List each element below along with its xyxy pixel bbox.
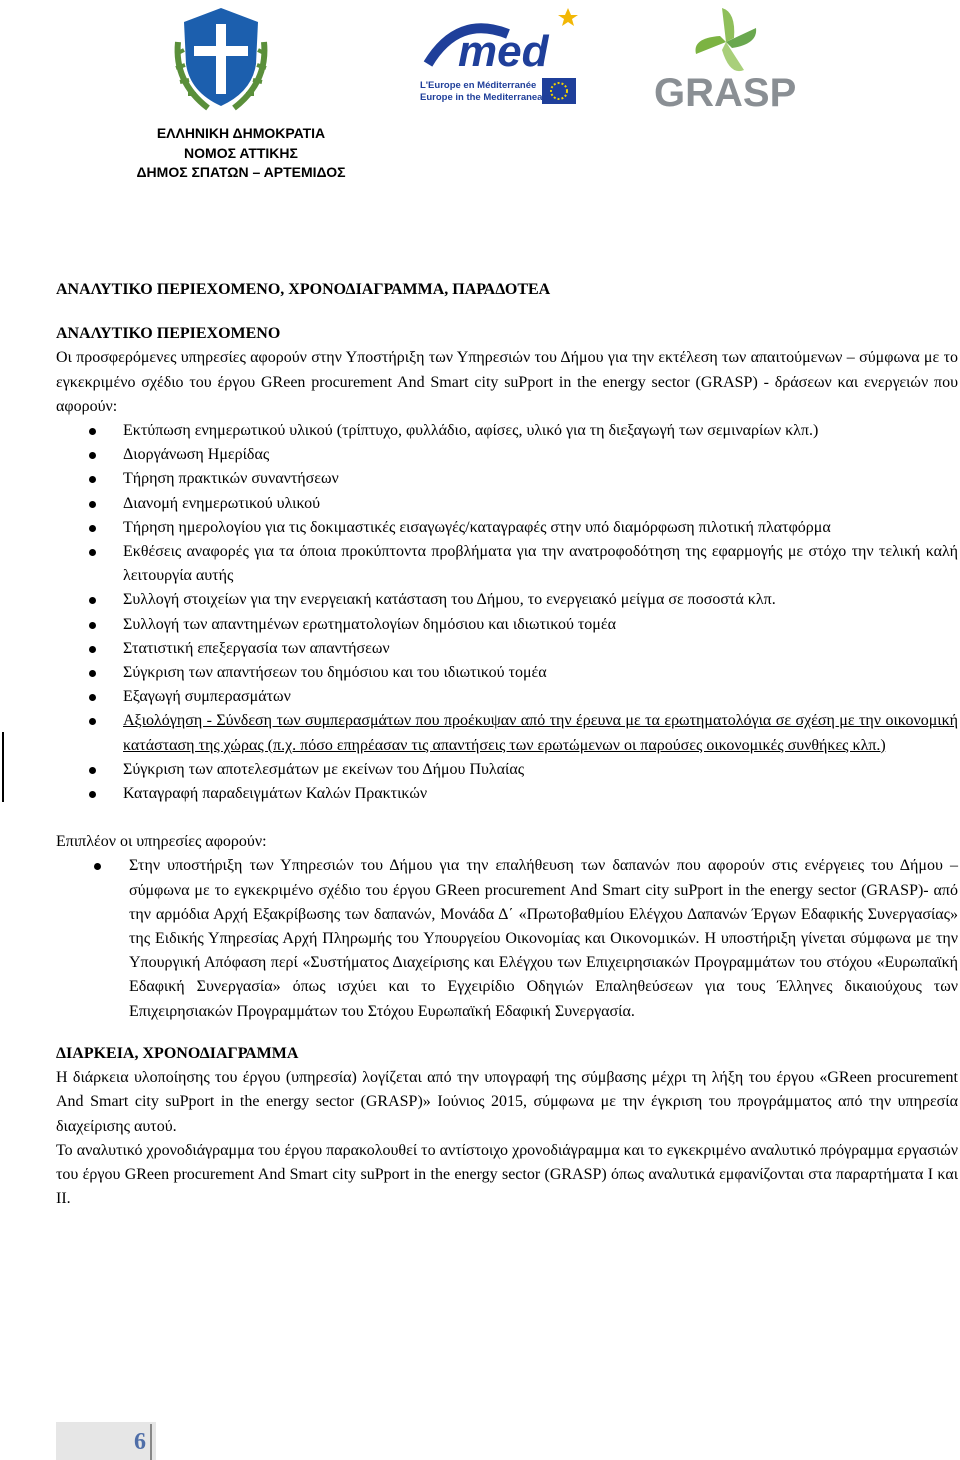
section-title-duration: ΔΙΑΡΚΕΙΑ, ΧΡΟΝΟΔΙΑΓΡΑΜΜΑ [56, 1044, 299, 1062]
grasp-logo-text: GRASP [654, 71, 797, 115]
header-line-municipality: ΔΗΜΟΣ ΣΠΑΤΩΝ – ΑΡΤΕΜΙΔΟΣ [136, 164, 346, 180]
med-caption-line2: Europe in the Mediterranean [420, 92, 549, 103]
list-item: Εκθέσεις αναφορές για τα όποια προκύπτοντα προβλήματα για την ανατροφοδότηση της εφαρμογής με στόχο την τελική καλή λειτουργία αυτής [56, 540, 958, 588]
issuer-header [106, 124, 376, 183]
header-line-republic: ΕΛΛΗΝΙΚΗ ΔΗΜΟΚΡΑΤΙΑ [156, 125, 326, 141]
list-item: Διανομή ενημερωτικού υλικού [56, 492, 958, 516]
list-item: Σύγκριση των απαντήσεων του δημόσιου και του ιδιωτικού τομέα [56, 661, 958, 685]
header-line-prefecture: ΝΟΜΟΣ ΑΤΤΙΚΗΣ [184, 144, 298, 161]
duration-paragraph: Η διάρκεια υλοποίησης του έργου (υπηρεσία) λογίζεται από την υπογραφή της σύμβασης μέχρι τη λήξη του έργου «GReen procurement And Smart city suPport in the energy sector (GRASP)» Ιούνιος 2015, σύμφωνα με την έγκριση του προγράμματος από την υπηρεσία διαχείρισης αυτού. [56, 1069, 958, 1135]
list-item: Στην υποστήριξη των Υπηρεσιών του Δήμου για την επαλήθευση των δαπανών που αφορούν στις ενέργειες του Δήμου – σύμφωνα με το εγκεκριμένο σχέδιο του έργου GReen procurement And Smart city suPport in the energy sector (GRASP)- από την αρμόδια Αρχή Εξακρίβωσης των δαπανών, Μονάδα Δ΄ «Πρωτοβαθμίου Ελέγχου Δαπανών Έργων Εδαφικής Συνεργασίας» της Ειδικής Υπηρεσίας Αρχή Πληρωμής του Υπουργείου Οικονομίας και Οικονομικών. Η υποστήριξη γίνεται σύμφωνα με την Υπουργική Απόφαση περί «Συστήματος Διαχείρισης και Ελέγχου των Επιχειρησιακών Προγραμμάτων του στόχου «Ευρωπαϊκή Εδαφική Συνεργασία» όπως ισχύει και το Εγχειρίδιο Οδηγιών Επαληθεύσεων για τους Έλληνες δικαιούχους των Επιχειρησιακών Προγραμμάτων του Στόχου Ευρωπαϊκή Εδαφική Συνεργασία. [56, 854, 958, 1023]
list-item: Καταγραφή παραδειγμάτων Καλών Πρακτικών [56, 782, 958, 806]
svg-text:med: med [458, 27, 549, 76]
document-body [56, 278, 958, 1211]
list-item: Εξαγωγή συμπερασμάτων [56, 685, 958, 709]
revision-bar [2, 732, 4, 802]
section-title-content: ΑΝΑΛΥΤΙΚΟ ΠΕΡΙΕΧΟΜΕΝΟ [56, 325, 281, 343]
main-title: ΑΝΑΛΥΤΙΚΟ ΠΕΡΙΕΧΟΜΕΝΟ, ΧΡΟΝΟΔΙΑΓΡΑΜΜΑ, ΠΑΡΑΔΟΤΕΑ [56, 281, 551, 298]
list-item: Συλλογή των απαντημένων ερωτηματολογίων δημόσιου και ιδιωτικού τομέα [56, 613, 958, 637]
list-item: Στατιστική επεξεργασία των απαντήσεων [56, 637, 958, 661]
schedule-paragraph: Το αναλυτικό χρονοδιάγραμμα του έργου παρακολουθεί το αντίστοιχο χρονοδιάγραμμα και το εγκεκριμένο αναλυτικό πρόγραμμα εργασιών του έργου GReen procurement And Smart city suPport in the energy sector (GRASP) όπως αναλυτικά εμφανίζονται στα παραρτήματα Ι και ΙΙ. [56, 1141, 958, 1208]
additional-services-list [56, 854, 958, 1023]
section-intro-paragraph: Οι προσφερόμενες υπηρεσίες αφορούν στην Υποστήριξη των Υπηρεσιών του Δήμου για την εκτέλεση των απαιτούμενων – σύμφωνα με το εγκεκριμένο σχέδιο του έργου GReen procurement And Smart city suPport in the energy sector (GRASP) - δράσεων και ενεργειών που αφορούν: [56, 349, 958, 415]
greek-state-emblem-icon [168, 2, 274, 114]
list-item: Τήρηση πρακτικών συναντήσεων [56, 467, 958, 491]
list-item-underlined: Αξιολόγηση - Σύνδεση των συμπερασμάτων που προέκυψαν από την έρευνα με τα ερωτηματολόγια σε σχέση με την οικονομική κατάσταση της χώρας (π.χ. πόσο επηρέασαν τις απαντήσεις των ερωτώμενων οι παρούσες οικονομικές συνθήκες κλπ.) [56, 709, 958, 757]
list-item: Σύγκριση των αποτελεσμάτων με εκείνων του Δήμου Πυλαίας [56, 758, 958, 782]
additional-services-intro: Επιπλέον οι υπηρεσίες αφορούν: [56, 833, 267, 851]
services-list [56, 419, 958, 806]
list-item: Τήρηση ημερολογίου για τις δοκιμαστικές εισαγωγές/καταγραφές στην υπό διαμόρφωση πιλοτική πλατφόρμα [56, 516, 958, 540]
list-item: Εκτύπωση ενημερωτικού υλικού (τρίπτυχο, φυλλάδιο, αφίσες, υλικό για τη διεξαγωγή των σεμιναρίων κλπ.) [56, 419, 958, 443]
med-programme-logo-icon [418, 4, 578, 112]
list-item: Συλλογή στοιχείων για την ενεργειακή κατάσταση του Δήμου, το ενεργειακό μείγμα σε ποσοστά κλπ. [56, 588, 958, 612]
med-caption-line1: L'Europe en Méditerranée [420, 80, 537, 91]
list-item: Διοργάνωση Ημερίδας [56, 443, 958, 467]
grasp-logo-icon [650, 4, 800, 122]
page-number: 6 [120, 1424, 152, 1460]
